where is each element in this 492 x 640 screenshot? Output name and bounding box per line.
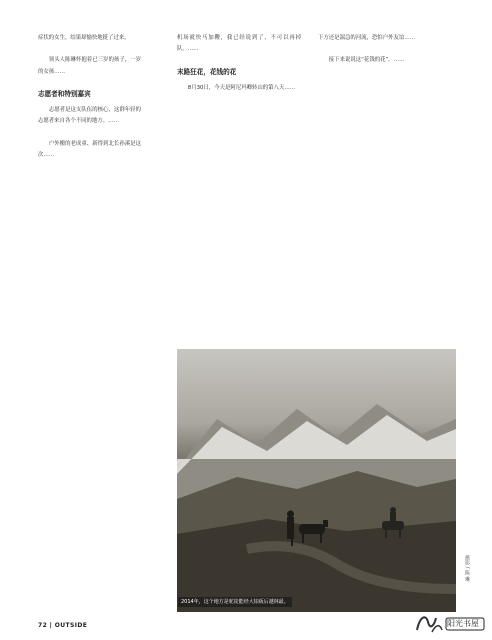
page-number: 72 [38,622,48,629]
folio-divider: | [49,622,55,629]
text-column-left [38,33,141,621]
section-heading: 志愿者和特别嘉宾 [38,89,91,98]
site-watermark [414,610,486,636]
paragraph: 下方还是湍急的河流，恐怕户外友谊…… [318,35,416,41]
paragraph: 接下来说说这“花钱的花”。…… [328,57,405,64]
text-column-right [318,33,456,331]
page-folio [38,622,87,629]
mountain-scene-illustration [177,349,456,612]
magazine-name: OUTSIDE [54,622,88,629]
photo-credit: 摄影 / 陈 琳 [464,555,470,582]
paragraph: 机场就快马加鞭，我已经说到了，不可以再掉队。…… [177,35,301,53]
photo-caption: 2014年，这个地方是驼徒能经大铂板后越林最。 [178,597,292,607]
watermark-text: 阳光书屋 [447,619,479,628]
section-heading: 末路狂花，花钱的花 [177,67,237,76]
paragraph: 志愿者是这支队伍的核心，这群年轻的志愿者来自各个不同的地方。…… [38,106,141,125]
paragraph: 8月30日，今天是阿尼玛卿转山的第八天…… [187,84,296,91]
paragraph: 领头人陈琳怀抱着已三岁的孩子，一岁的女孩…… [38,57,141,75]
mountain-photo [177,349,456,612]
paragraph: 户外搬的老成童、新得到北长孙溪是这次…… [38,140,141,158]
text-column-middle [177,33,301,331]
paragraph: 症状的女生，结果却愉快地挺了过来。 [38,35,130,41]
